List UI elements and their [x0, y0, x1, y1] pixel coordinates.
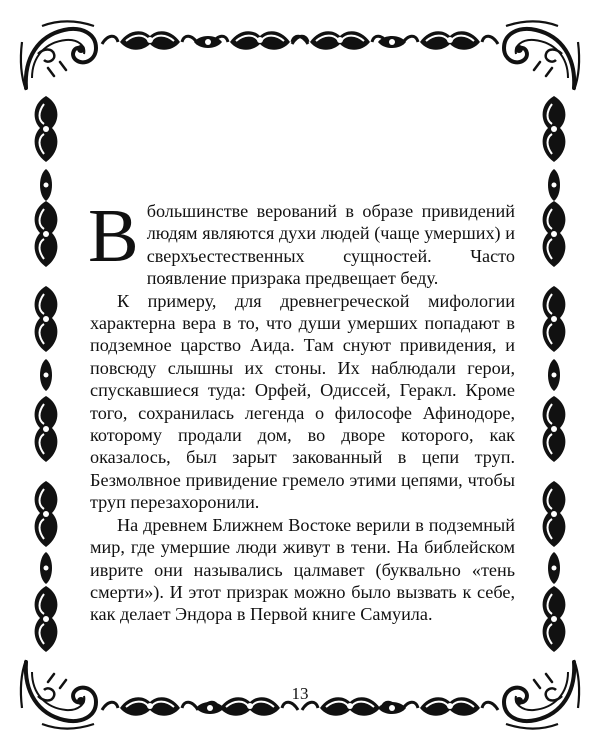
body-text: [88, 194, 515, 626]
paragraph-1-text: большинстве верований в образе привидений людям являются духи людей (чаще умерших) и сверхъестественных сущностей. Часто появление призрака предвещает беду.: [146, 201, 515, 289]
paragraph-2: К примеру, для древнегреческой мифологии характерна вера в то, что души умерших попадают в подземное царство Аида. Там снуют привидения, и повсюду слышны их стоны. Их наблюдали герои, спускавшиеся туда: Орфей, Одиссей, Геракл. Кроме того, сохранилась легенда о философе Афинодоре, которому продали дом, во дворе которого, как оказалось, был зарыт закованный в цепи труп. Безмолвное привидение гремело этими цепями, чтобы труп перезахоронили.: [90, 290, 515, 513]
paragraph-1: [88, 194, 515, 290]
page-number: 13: [291, 684, 309, 703]
drop-cap: В: [88, 194, 139, 278]
paragraph-3: На древнем Ближнем Востоке верили в подземный мир, где умершие люди живут в тени. На библейском иврите они назывались цалмавет (буквально «тень смерти»). И этот призрак можно было вызвать к себе, как делает Эндора в Первой книге Самуила.: [90, 514, 515, 625]
